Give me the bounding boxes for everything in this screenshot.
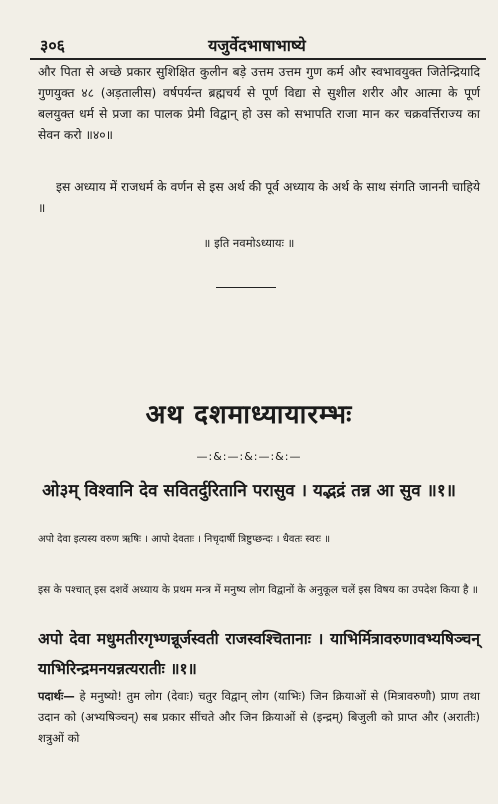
paragraph-verse-40-explanation: और पिता से अच्छे प्रकार सुशिक्षित कुलीन बड़े उत्तम उत्तम गुण कर्म और स्वभावयुक्त जितेन्द्रियादि गुणयुक्त ४८ (अड़तालीस) वर्षपर्यन्त ब्रह्मचर्य से पूर्ण विद्या से सुशील शरीर और आत्मा के पूर्ण बलयुक्त धर्म से प्रजा का पालक प्रेमी विद्वान् हो उस को सभापति राजा मान कर चक्रवर्त्तिराज्य का सेवन करो ॥४०॥ (38, 65, 480, 142)
mantra-intro: इस के पश्चात् इस दशवें अध्याय के प्रथम मन्त्र में मनुष्य लोग विद्वानों के अनुकूल चलें इस विषय का उपदेश किया है ॥ (38, 584, 479, 596)
rishi-devata-line: अपो देवा इत्यस्य वरुण ऋषिः । आपो देवताः । निचृदार्षी त्रिष्टुप्छन्दः । धैवतः स्वरः ॥ (38, 534, 331, 545)
header-rule (30, 58, 486, 60)
verse-text: अपो देवा मधुमतीरगृभ्णन्नूर्जस्वती राजस्वश्चितानाः । याभिर्मित्रावरुणावभ्यषिञ्चन् याभिरिन्द्रमनयन्नत्यरातीः ॥१॥ (38, 630, 480, 678)
opening-mantra: ओ३म् विश्वानि देव सवितर्दुरितानि परासुव । यद्भद्रं तन्न आ सुव ॥१॥ (42, 481, 456, 501)
ornamental-divider: —:&:—:&:—:&:— (196, 450, 302, 463)
padartha-text: हे मनुष्यो! तुम लोग (देवाः) चतुर विद्वान् लोग (याभिः) जिन क्रियाओं से (मित्रावरुणौ) प्राण तथा उदान को (अभ्यषिञ्चन्) सब प्रकार सींचते और जिन क्रियाओं से (इन्द्रम्) बिजुली को प्राप्त और (अरातीः) शत्रुओं को (38, 689, 481, 745)
padartha-label: पदार्थः— (38, 689, 75, 703)
running-header (30, 34, 484, 56)
paragraph-chapter-summary: इस अध्याय में राजधर्म के वर्णन से इस अर्थ की पूर्व अध्याय के अर्थ के साथ संगति जाननी चाहिये ॥ (38, 180, 480, 215)
padartha-paragraph (38, 686, 480, 749)
running-title: यजुर्वेदभाषाभाष्ये (208, 36, 306, 55)
chapter-end-colophon: ॥ इति नवमोऽध्यायः ॥ (203, 236, 295, 250)
section-divider (216, 287, 276, 288)
chapter-heading: अथ दशमाध्यायारम्भः (145, 400, 353, 430)
page-number: ३०६ (40, 36, 65, 55)
